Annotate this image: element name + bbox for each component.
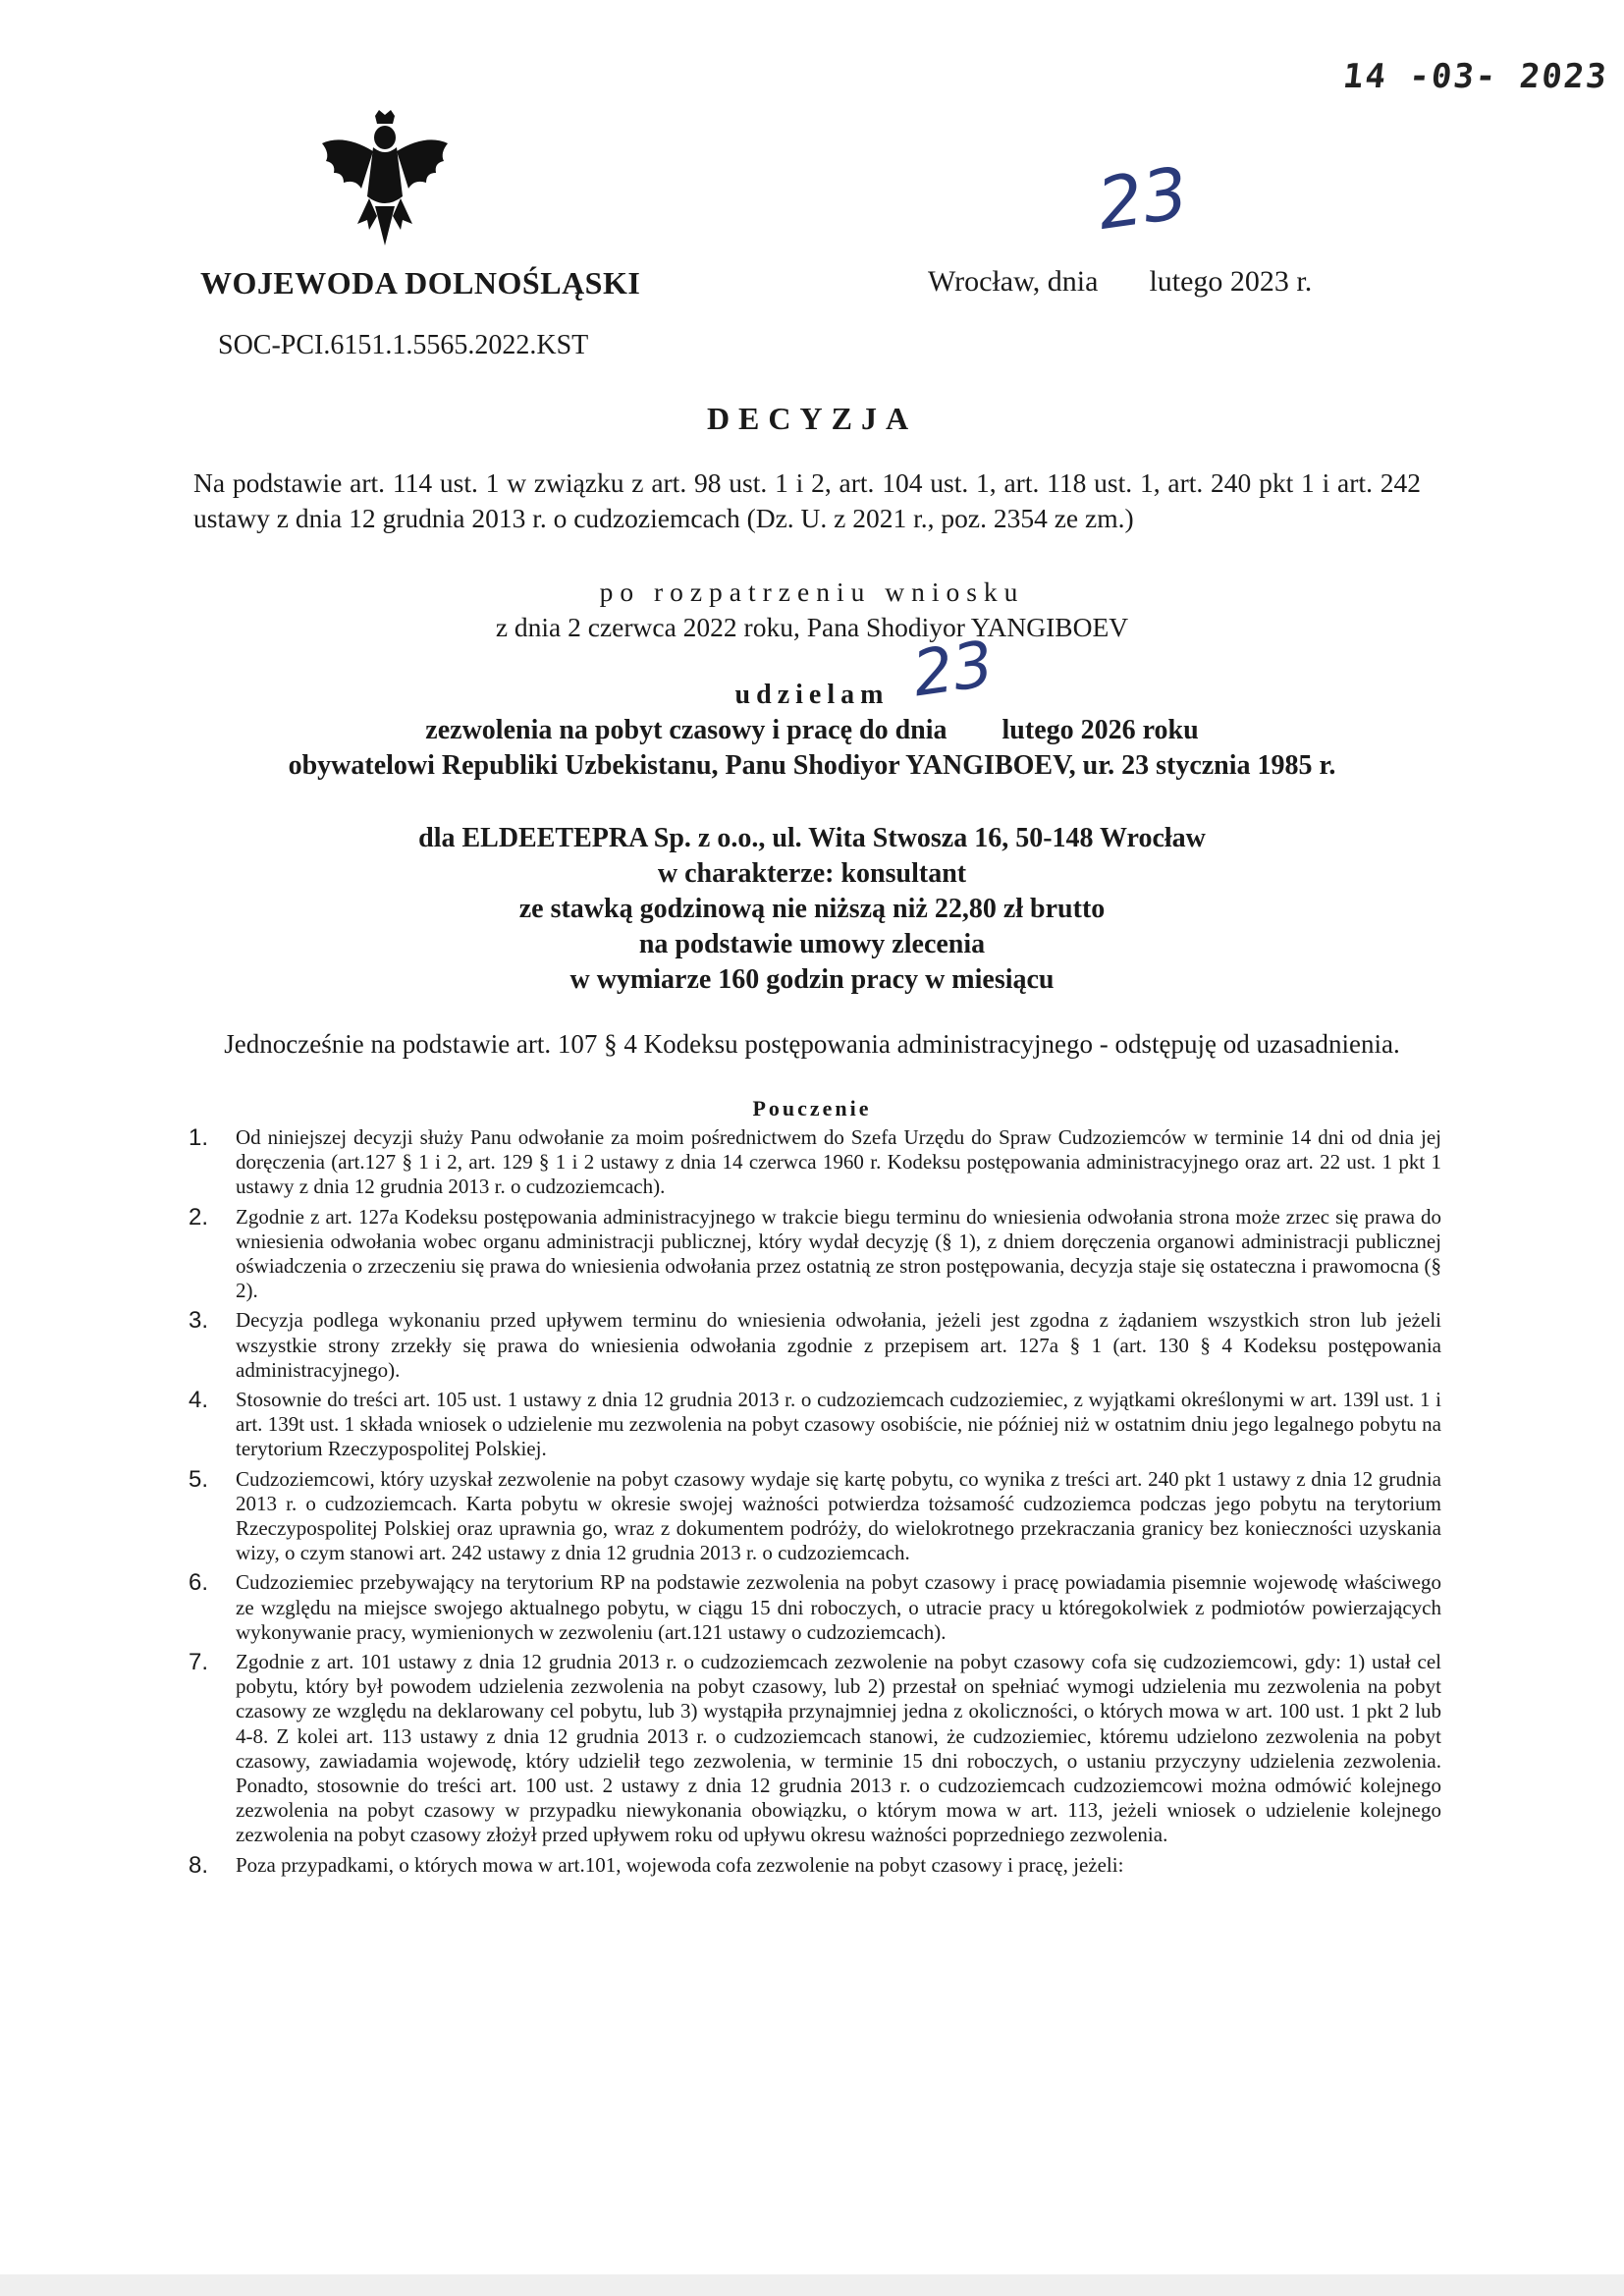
employer-line-1: dla ELDEETEPRA Sp. z o.o., ul. Wita Stwosza 16, 50-148 Wrocław: [418, 823, 1206, 853]
instruction-number: 8.: [189, 1851, 209, 1879]
instruction-text: Od niniejszej decyzji służy Panu odwołanie za moim pośrednictwem do Szefa Urzędu do Spraw Cudzoziemców w terminie 14 dni od dnia jej doręczenia (art.127 § 1 i 2, art. 129 § 1 i 2 ustawy z dnia 14 czerwca 1960 r. Kodeksu postępowania administracyjnego oraz art. 22 ust. 1 pkt 1 ustawy z dnia 12 grudnia 2013 r. o cudzoziemcach).: [236, 1125, 1441, 1199]
employer-line-5: w wymiarze 160 godzin pracy w miesiącu: [569, 964, 1055, 995]
instruction-text: Cudzoziemiec przebywający na terytorium RP na podstawie zezwolenia na pobyt czasowy i pracę powiadamia pisemnie wojewodę właściwego ze względu na miejsce swojego aktualnego pobytu, w ciągu 15 dni roboczych, o utracie pracy u któregokolwiek z podmiotów powierzających wykonywanie pracy, wymienionych w zezwoleniu (art.121 ustawy o cudzoziemcach).: [236, 1570, 1441, 1644]
instruction-item: [189, 1307, 1441, 1383]
handwritten-day-grant: 23: [908, 628, 999, 712]
application-reference: [0, 574, 1624, 645]
instruction-item: [189, 1649, 1441, 1848]
grant-line-1-prefix: zezwolenia na pobyt czasowy i pracę do dnia: [425, 715, 947, 745]
no-justification-statement: Jednocześnie na podstawie art. 107 § 4 Kodeksu postępowania administracyjnego - odstępuję od uzasadnienia.: [224, 1029, 1400, 1059]
instruction-text: Cudzoziemcowi, który uzyskał zezwolenie na pobyt czasowy wydaje się kartę pobytu, co wynika z treści art. 240 pkt 1 ustawy z dnia 12 grudnia 2013 r. o cudzoziemcach. Karta pobytu w okresie swojej ważności potwierdza tożsamość cudzoziemca podczas jego pobytu na terytorium Rzeczypospolitej Polskiej oraz uprawnia go, wraz z dokumentem podróży, do wielokrotnego przekraczania granicy bez konieczności uzyskania wizy, o czym stanowi art. 242 ustawy z dnia 12 grudnia 2013 r. o cudzoziemcach.: [236, 1466, 1441, 1565]
instruction-item: [189, 1387, 1441, 1462]
upon-line-2: z dnia 2 czerwca 2022 roku, Pana Shodiyor YANGIBOEV: [495, 612, 1129, 642]
instruction-number: 5.: [189, 1465, 209, 1493]
instruction-number: 4.: [189, 1387, 209, 1414]
instruction-number: 1.: [189, 1124, 209, 1151]
document-title: DECYZJA: [706, 401, 918, 436]
instruction-item: [189, 1203, 1441, 1304]
instruction-text: Zgodnie z art. 101 ustawy z dnia 12 grudnia 2013 r. o cudzoziemcach zezwolenie na pobyt czasowy cofa się cudzoziemcowi, gdy: 1) ustał cel pobytu, który był powodem udzielenia zezwolenia na pobyt czasowy, lub 2) przestał on spełniać wymogi udzielenia mu zezwolenia na pobyt czasowy ze względu na deklarowany cel pobytu, lub 3) wystąpiła przynajmniej jedna z okoliczności, o których mowa w art. 100 ust. 1 pkt 2 lub 4-8. Z kolei art. 113 ustawy z dnia 12 grudnia 2013 r. o cudzoziemcach stanowi, że cudzoziemiec, któremu udzielono zezwolenia na pobyt czasowy, zawiadamia wojewodę, który udzielił tego zezwolenia, w terminie 15 dni roboczych, o ustaniu przyczyny udzielenia zezwolenia. Ponadto, stosownie do treści art. 100 ust. 2 ustawy z dnia 12 grudnia 2013 r. o cudzoziemcach cudzoziemcowi można odmówić kolejnego zezwolenia na pobyt czasowy w przypadku niewykonania obowiązku, o którym mowa w art. 113, jeżeli wniosek o udzielenie kolejnego zezwolenia na pobyt czasowy złożył przed upływem roku od upływu okresu ważności poprzedniego zezwolenia.: [236, 1650, 1441, 1847]
place-date-suffix: lutego 2023 r.: [1149, 265, 1313, 298]
instruction-text: Zgodnie z art. 127a Kodeksu postępowania administracyjnego w trakcie biegu terminu do wniesienia odwołania strona może zrzec się prawa do wniesienia odwołania wobec organu administracji publicznej, który wydał decyzję (§ 1), z dniem doręczenia organowi administracji publicznej oświadczenia o zrzeczeniu się prawa do wniesienia odwołania przez ostatnią ze stron postępowania, decyzja staje się ostateczna i prawomocna (§ 2).: [236, 1204, 1441, 1303]
handwritten-day-top: 23: [1092, 151, 1194, 246]
instructions-list: [189, 1124, 1441, 1883]
grant-verb: udzielam: [734, 680, 890, 710]
instruction-item: [189, 1569, 1441, 1645]
grant-line-2: obywatelowi Republiki Uzbekistanu, Panu Shodiyor YANGIBOEV, ur. 23 stycznia 1985 r.: [288, 750, 1336, 781]
instruction-text: Poza przypadkami, o których mowa w art.101, wojewoda cofa zezwolenie na pobyt czasowy i pracę, jeżeli:: [236, 1852, 1124, 1877]
employer-line-4: na podstawie umowy zlecenia: [638, 929, 986, 959]
place-and-date: [928, 265, 1312, 299]
employer-block: [0, 821, 1624, 998]
scan-bottom-edge: [0, 2274, 1624, 2296]
instructions-title: Pouczenie: [752, 1096, 872, 1121]
instruction-item: [189, 1851, 1441, 1879]
instruction-number: 2.: [189, 1203, 209, 1230]
grant-line-1-suffix: lutego 2026 roku: [1001, 715, 1199, 745]
employer-line-3: ze stawką godzinową nie niższą niż 22,80 zł brutto: [518, 894, 1106, 924]
instruction-number: 3.: [189, 1307, 209, 1335]
instruction-text: Decyzja podlega wykonaniu przed upływem terminu do wniesienia odwołania, jeżeli jest zgodna z żądaniem wszystkich stron lub jeżeli wszystkie strony zrzekły się prawa do wniesienia odwołania zgodnie z przepisem art. 127a § 1 (art. 130 § 4 Kodeksu postępowania administracyjnego).: [236, 1308, 1441, 1382]
instruction-item: [189, 1124, 1441, 1200]
received-date-stamp: 14 -03- 2023: [1340, 57, 1610, 96]
grant-block: [0, 678, 1624, 784]
grant-line-1: [0, 713, 1624, 748]
instruction-item: [189, 1465, 1441, 1566]
place-date-prefix: Wrocław, dnia: [928, 265, 1099, 298]
case-reference-number: SOC-PCI.6151.1.5565.2022.KST: [218, 330, 589, 360]
legal-basis-paragraph: Na podstawie art. 114 ust. 1 w związku z art. 98 ust. 1 i 2, art. 104 ust. 1, art. 118 ust. 1, art. 240 pkt 1 i art. 242 ustawy z dnia 12 grudnia 2013 r. o cudzoziemcach (Dz. U. z 2021 r., poz. 2354 ze zm.): [193, 467, 1421, 533]
employer-line-2: w charakterze: konsultant: [657, 858, 967, 889]
issuing-authority: WOJEWODA DOLNOŚLĄSKI: [200, 265, 641, 301]
instruction-number: 6.: [189, 1569, 209, 1597]
upon-line-1: po rozpatrzeniu wniosku: [599, 576, 1025, 607]
instruction-text: Stosownie do treści art. 105 ust. 1 ustawy z dnia 12 grudnia 2013 r. o cudzoziemcach cudzoziemiec, z wyjątkami określonymi w art. 139l ust. 1 i art. 139t ust. 1 składa wniosek o udzielenie mu zezwolenia na pobyt czasowy osobiście, nie później niż w ostatnim dniu jego legalnego pobytu na terytorium Rzeczypospolitej Polskiej.: [236, 1388, 1441, 1461]
polish-eagle-emblem-icon: [316, 108, 454, 255]
instruction-number: 7.: [189, 1649, 209, 1676]
